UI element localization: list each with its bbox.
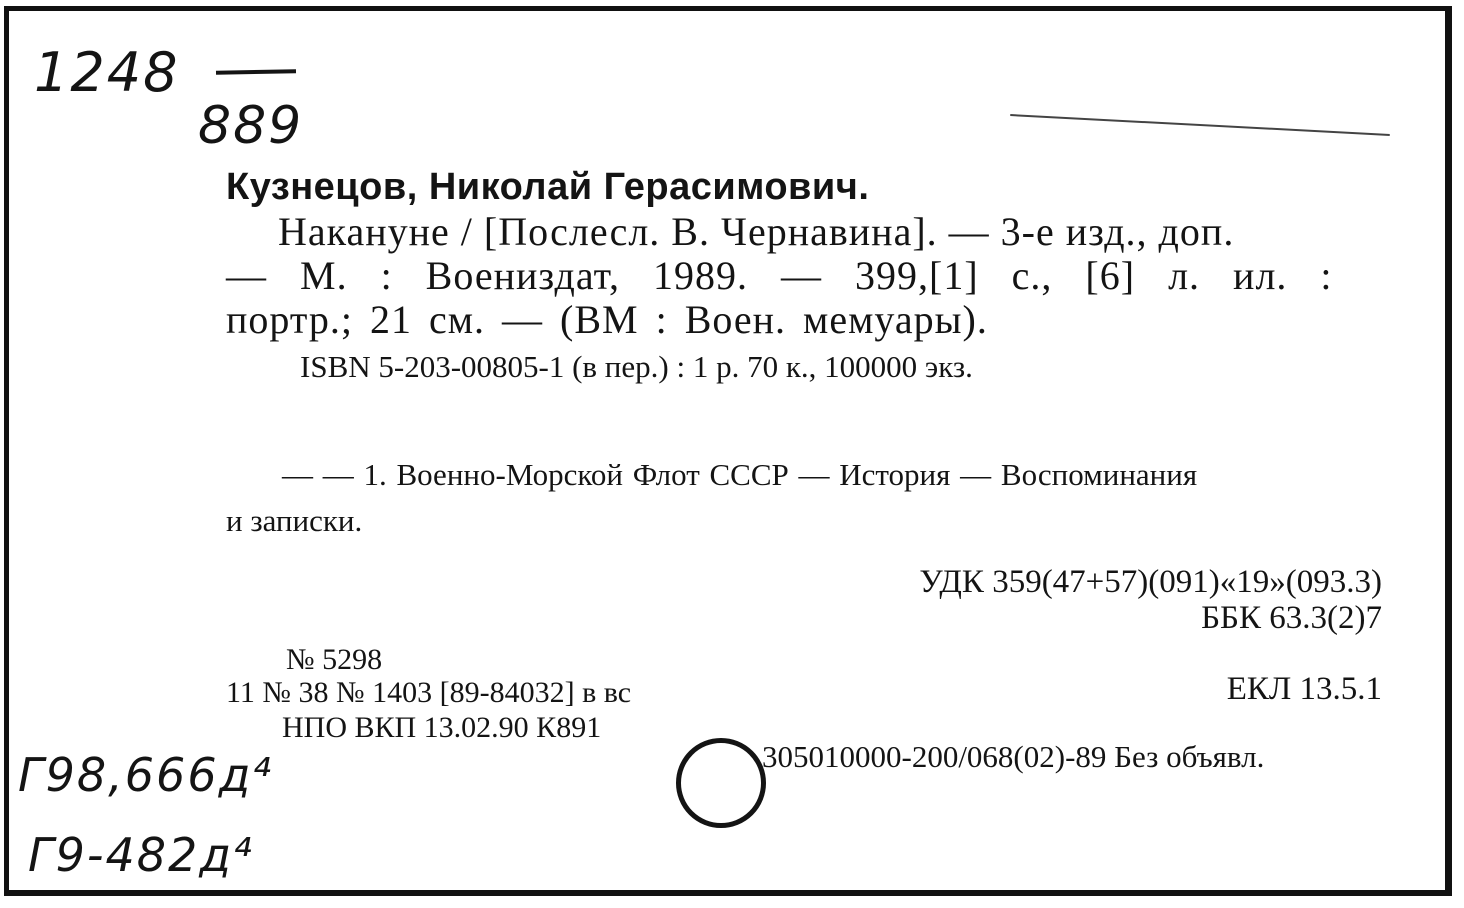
bbk-classification: ББК 63.3(2)7 bbox=[1201, 600, 1382, 636]
handwritten-inventory-2: Г9-482д⁴ bbox=[28, 828, 254, 882]
subject-heading: — — 1. Военно-Морской Флот СССР — История — Воспоминания bbox=[282, 457, 1198, 492]
isbn-line: ISBN 5-203-00805-1 (в пер.) : 1 р. 70 к., 100000 экз. bbox=[300, 349, 973, 384]
title-statement: Накануне / [Послесл. В. Чернавина]. — 3-е изд., доп. bbox=[278, 209, 1235, 254]
subject-heading-continued: и записки. bbox=[226, 503, 363, 538]
stamp-circle bbox=[676, 738, 766, 828]
imprint-statement: — М. : Воениздат, 1989. — 399,[1] с., [6] л. ил. : bbox=[226, 253, 1333, 298]
physical-description: портр.; 21 см. — (ВМ : Воен. мемуары). bbox=[226, 297, 988, 342]
author-heading: Кузнецов, Николай Герасимович. bbox=[226, 166, 870, 208]
handwritten-shelf-suffix: 889 bbox=[198, 96, 304, 156]
print-code-line-2: НПО ВКП 13.02.90 К891 bbox=[282, 711, 602, 744]
card-number: № 5298 bbox=[286, 643, 383, 676]
handwritten-inventory-1: Г98,666д⁴ bbox=[18, 748, 273, 802]
print-code-line-1: 11 № 38 № 1403 [89-84032] в вс bbox=[226, 676, 632, 709]
ekl-code: ЕКЛ 13.5.1 bbox=[1226, 671, 1382, 707]
handwritten-shelf-number: 1248 bbox=[34, 41, 180, 104]
order-code: 305010000-200/068(02)-89 Без объявл. bbox=[762, 739, 1265, 774]
udk-classification: УДК 359(47+57)(091)«19»(093.3) bbox=[919, 564, 1382, 600]
